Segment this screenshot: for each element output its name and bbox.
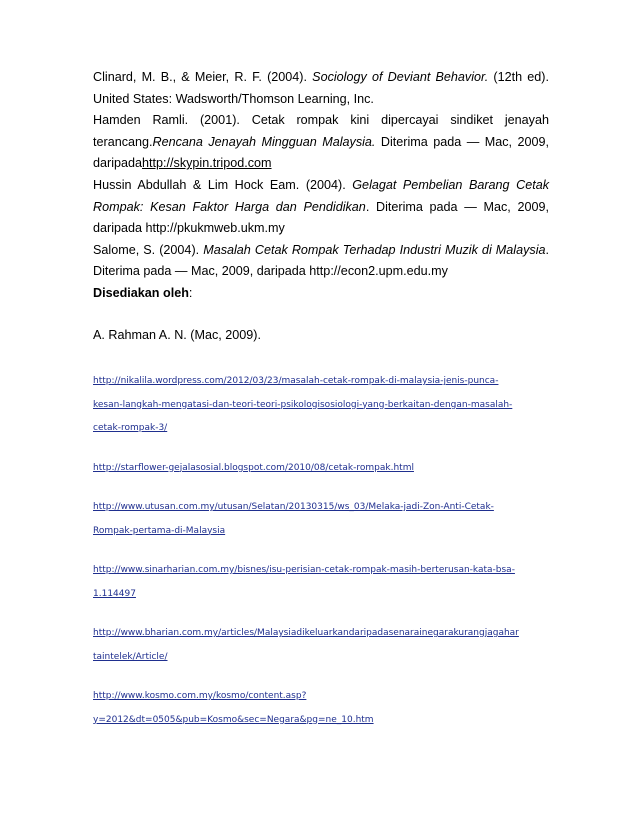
source-link[interactable]: Rompak-pertama-di-Malaysia — [93, 525, 226, 536]
source-link-list — [93, 370, 563, 748]
reference-title: Rencana Jenayah Mingguan Malaysia. — [152, 134, 376, 149]
author-line: A. Rahman A. N. (Mac, 2009). — [93, 327, 261, 342]
prepared-by-label: Disediakan oleh — [93, 285, 189, 300]
source-link-block — [93, 457, 563, 481]
reference-authors: Clinard, M. B., & Meier, R. F. (2004). — [93, 70, 313, 84]
source-link-block — [93, 559, 563, 606]
reference-authors: Hussin Abdullah & Lim Hock Eam. (2004). — [93, 177, 353, 192]
reference-details: Diterima pada — Mac, 2009, daripada — [93, 134, 549, 171]
prepared-by — [93, 283, 549, 305]
source-link-block — [93, 496, 563, 543]
reference-title: Masalah Cetak Rompak Terhadap Industri Muzik di Malaysia — [203, 242, 546, 257]
source-link[interactable]: 1.114497 — [93, 588, 136, 599]
source-link[interactable]: http://www.utusan.com.my/utusan/Selatan/20130315/ws_03/Melaka-jadi-Zon-Anti-Cetak- — [93, 502, 494, 512]
source-link[interactable]: cetak-rompak-3/ — [93, 423, 168, 433]
source-link[interactable]: http://starflower-gejalasosial.blogspot.com/2010/08/cetak-rompak.html — [93, 462, 414, 473]
source-link[interactable]: http://nikalila.wordpress.com/2012/03/23/masalah-cetak-rompak-di-malaysia-jenis-punca- — [93, 376, 499, 386]
prepared-by-colon: : — [188, 285, 193, 300]
source-link-block — [93, 622, 563, 669]
reference-entry — [93, 240, 549, 283]
reference-title: Gelagat Pembelian Barang Cetak Rompak: Kesan Faktor Harga dan Pendidikan — [93, 177, 549, 214]
source-link[interactable]: http://www.sinarharian.com.my/bisnes/isu-perisian-cetak-rompak-masih-berterusan-kata-bsa- — [93, 565, 515, 575]
reference-title: Sociology of Deviant Behavior. — [312, 70, 489, 84]
reference-authors: Hamden Ramli. (2001). Cetak rompak kini dipercayai sindiket jenayah terancang. — [93, 113, 549, 149]
source-link[interactable]: kesan-langkah-mengatasi-dan-teori-teori-psikologisosiologi-yang-berkaitan-dengan-masalah- — [93, 399, 513, 410]
reference-authors: Salome, S. (2004). — [93, 242, 204, 257]
source-link[interactable]: y=2012&dt=0505&pub=Kosmo&sec=Negara&pg=ne_10.htm — [93, 714, 374, 725]
reference-link[interactable]: http://skypin.tripod.com — [142, 156, 272, 171]
reference-entry — [93, 110, 549, 175]
source-link[interactable]: http://www.kosmo.com.my/kosmo/content.asp? — [93, 691, 307, 701]
source-link-block — [93, 370, 563, 441]
source-link[interactable]: taintelek/Article/ — [93, 651, 168, 662]
reference-details: . Diterima pada — Mac, 2009, daripada http://pkukmweb.ukm.my — [93, 199, 549, 236]
reference-details: . Diterima pada — Mac, 2009, daripada http://econ2.upm.edu.my — [93, 242, 549, 279]
reference-entry — [93, 67, 549, 110]
reference-entry — [93, 175, 549, 240]
source-link[interactable]: http://www.bharian.com.my/articles/Malaysiadikeluarkandaripadasenarainegarakurangjagahar — [93, 628, 519, 638]
reference-details: (12th ed). United States: Wadsworth/Thomson Learning, Inc. — [93, 70, 550, 106]
reference-list — [93, 67, 549, 346]
source-link-block — [93, 685, 563, 732]
